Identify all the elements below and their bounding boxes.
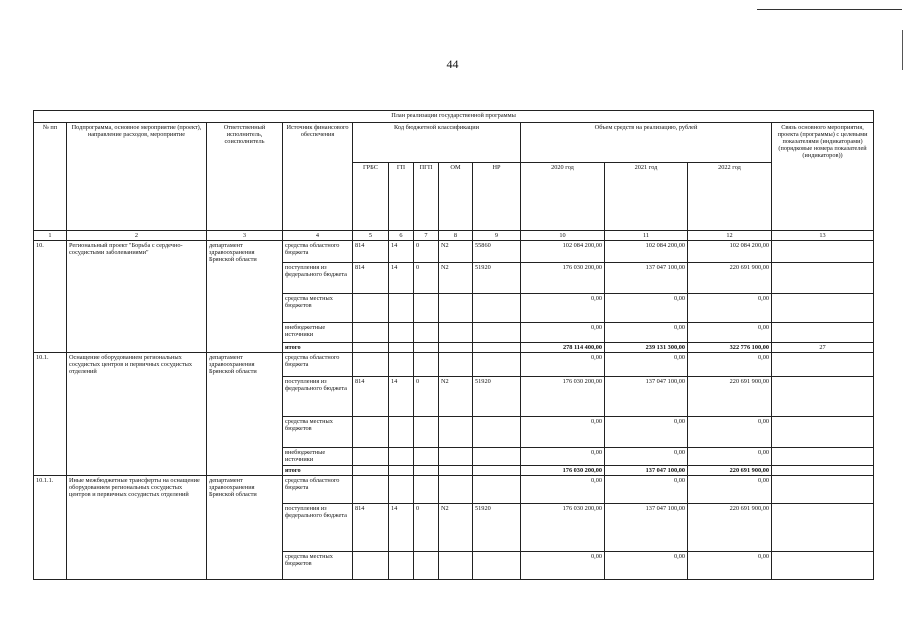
budget-code-np: 51920 xyxy=(473,377,521,417)
funding-source: итого xyxy=(283,343,353,353)
table-row xyxy=(34,476,874,504)
column-number: 9 xyxy=(473,231,521,241)
header-2022: 2022 год xyxy=(688,163,772,231)
budget-code-om xyxy=(439,552,473,580)
amount-y2020: 0,00 xyxy=(521,448,605,466)
budget-code-gp xyxy=(389,353,414,377)
header-source: Источник финансового обеспечения xyxy=(283,123,353,231)
budget-code-gp: 14 xyxy=(389,263,414,294)
amount-y2020: 0,00 xyxy=(521,476,605,504)
amount-y2021: 137 047 100,00 xyxy=(605,263,688,294)
amount-y2022: 0,00 xyxy=(688,294,772,323)
budget-code-pgp xyxy=(414,448,439,466)
budget-code-np xyxy=(473,353,521,377)
indicator-link xyxy=(772,417,874,448)
amount-y2020: 0,00 xyxy=(521,323,605,343)
amount-y2021: 0,00 xyxy=(605,294,688,323)
executor: департамент здравоохранения Брянской области xyxy=(207,353,283,476)
header-budget-code: Код бюджетной классификации xyxy=(353,123,521,163)
column-number: 4 xyxy=(283,231,353,241)
amount-y2021: 0,00 xyxy=(605,353,688,377)
indicator-link xyxy=(772,241,874,263)
page-number: 44 xyxy=(446,57,459,71)
budget-code-pgp xyxy=(414,323,439,343)
column-number: 11 xyxy=(605,231,688,241)
column-number: 8 xyxy=(439,231,473,241)
amount-y2020: 0,00 xyxy=(521,552,605,580)
table-title-row xyxy=(34,111,874,123)
amount-y2020: 278 114 400,00 xyxy=(521,343,605,353)
budget-code-pgp xyxy=(414,294,439,323)
budget-code-gp: 14 xyxy=(389,504,414,552)
amount-y2022: 220 691 900,00 xyxy=(688,466,772,476)
budget-code-pgp: 0 xyxy=(414,377,439,417)
budget-code-np xyxy=(473,476,521,504)
budget-code-np xyxy=(473,448,521,466)
amount-y2021: 102 084 200,00 xyxy=(605,241,688,263)
amount-y2021: 137 047 100,00 xyxy=(605,466,688,476)
budget-code-gp: 14 xyxy=(389,241,414,263)
budget-code-grbs xyxy=(353,476,389,504)
executor: департамент здравоохранения Брянской области xyxy=(207,241,283,353)
funding-source: средства местных бюджетов xyxy=(283,417,353,448)
budget-code-pgp: 0 xyxy=(414,263,439,294)
budget-code-gp xyxy=(389,417,414,448)
amount-y2020: 0,00 xyxy=(521,417,605,448)
funding-source: поступления из федерального бюджета xyxy=(283,263,353,294)
amount-y2021: 0,00 xyxy=(605,552,688,580)
indicator-link xyxy=(772,263,874,294)
header-subprogram: Подпрограмма, основное мероприятие (проект), направление расходов, мероприятие xyxy=(67,123,207,231)
column-number: 1 xyxy=(34,231,67,241)
budget-code-np xyxy=(473,466,521,476)
budget-code-grbs: 814 xyxy=(353,241,389,263)
column-number: 2 xyxy=(67,231,207,241)
header-om: ОМ xyxy=(439,163,473,231)
header-executor: Ответственный исполнитель, соисполнитель xyxy=(207,123,283,231)
budget-code-pgp xyxy=(414,343,439,353)
indicator-link: 27 xyxy=(772,343,874,353)
amount-y2022: 220 691 900,00 xyxy=(688,263,772,294)
row-number: 10.1. xyxy=(34,353,67,476)
amount-y2020: 0,00 xyxy=(521,353,605,377)
indicator-link xyxy=(772,323,874,343)
header-num: № пп xyxy=(34,123,67,231)
budget-code-np: 51920 xyxy=(473,263,521,294)
amount-y2022: 0,00 xyxy=(688,552,772,580)
budget-code-om xyxy=(439,448,473,466)
budget-code-grbs xyxy=(353,323,389,343)
funding-source: итого xyxy=(283,466,353,476)
header-link: Связь основного мероприятия, проекта (программы) с целевыми показателями (индикаторами) (порядковые номера показателей (индикаторов)) xyxy=(772,123,874,231)
column-number: 12 xyxy=(688,231,772,241)
amount-y2021: 239 131 300,00 xyxy=(605,343,688,353)
budget-code-gp xyxy=(389,343,414,353)
header-2020: 2020 год xyxy=(521,163,605,231)
budget-code-grbs xyxy=(353,343,389,353)
budget-code-grbs xyxy=(353,294,389,323)
amount-y2021: 137 047 100,00 xyxy=(605,504,688,552)
indicator-link xyxy=(772,552,874,580)
amount-y2022: 102 084 200,00 xyxy=(688,241,772,263)
amount-y2022: 220 691 900,00 xyxy=(688,504,772,552)
column-number: 10 xyxy=(521,231,605,241)
program-plan-table xyxy=(33,110,874,580)
row-number: 10.1.1. xyxy=(34,476,67,580)
budget-code-om xyxy=(439,323,473,343)
header-row xyxy=(34,123,874,163)
indicator-link xyxy=(772,377,874,417)
table-row xyxy=(34,353,874,377)
amount-y2022: 0,00 xyxy=(688,353,772,377)
amount-y2021: 0,00 xyxy=(605,417,688,448)
amount-y2022: 0,00 xyxy=(688,448,772,466)
budget-code-gp xyxy=(389,552,414,580)
budget-code-pgp xyxy=(414,353,439,377)
budget-code-np: 55860 xyxy=(473,241,521,263)
amount-y2022: 0,00 xyxy=(688,323,772,343)
budget-code-grbs xyxy=(353,448,389,466)
indicator-link xyxy=(772,504,874,552)
column-number: 6 xyxy=(389,231,414,241)
indicator-link xyxy=(772,448,874,466)
budget-code-pgp xyxy=(414,476,439,504)
budget-code-om xyxy=(439,466,473,476)
budget-code-om xyxy=(439,343,473,353)
budget-code-gp: 14 xyxy=(389,377,414,417)
top-rule xyxy=(757,9,902,10)
column-number: 7 xyxy=(414,231,439,241)
funding-source: средства областного бюджета xyxy=(283,241,353,263)
budget-code-pgp xyxy=(414,466,439,476)
amount-y2022: 0,00 xyxy=(688,417,772,448)
budget-code-np xyxy=(473,343,521,353)
header-2021: 2021 год xyxy=(605,163,688,231)
row-number: 10. xyxy=(34,241,67,353)
amount-y2020: 176 030 200,00 xyxy=(521,466,605,476)
header-volume: Объем средств на реализацию, рублей xyxy=(521,123,772,163)
indicator-link xyxy=(772,294,874,323)
column-number: 3 xyxy=(207,231,283,241)
budget-code-np xyxy=(473,294,521,323)
amount-y2021: 137 047 100,00 xyxy=(605,377,688,417)
budget-code-pgp: 0 xyxy=(414,504,439,552)
amount-y2021: 0,00 xyxy=(605,476,688,504)
column-number-row xyxy=(34,231,874,241)
budget-code-gp xyxy=(389,466,414,476)
amount-y2021: 0,00 xyxy=(605,323,688,343)
budget-code-om xyxy=(439,417,473,448)
amount-y2020: 176 030 200,00 xyxy=(521,263,605,294)
executor: департамент здравоохранения Брянской области xyxy=(207,476,283,580)
budget-code-grbs xyxy=(353,353,389,377)
budget-code-np xyxy=(473,417,521,448)
header-grbs: ГРБС xyxy=(353,163,389,231)
budget-code-np xyxy=(473,552,521,580)
amount-y2022: 0,00 xyxy=(688,476,772,504)
amount-y2020: 102 084 200,00 xyxy=(521,241,605,263)
funding-source: средства местных бюджетов xyxy=(283,294,353,323)
budget-code-grbs: 814 xyxy=(353,263,389,294)
funding-source: средства областного бюджета xyxy=(283,353,353,377)
header-pgp: ПГП xyxy=(414,163,439,231)
amount-y2022: 220 691 900,00 xyxy=(688,377,772,417)
budget-code-gp xyxy=(389,448,414,466)
budget-code-grbs xyxy=(353,417,389,448)
indicator-link xyxy=(772,466,874,476)
indicator-link xyxy=(772,353,874,377)
budget-code-grbs: 814 xyxy=(353,377,389,417)
funding-source: поступления из федерального бюджета xyxy=(283,504,353,552)
amount-y2020: 0,00 xyxy=(521,294,605,323)
funding-source: средства местных бюджетов xyxy=(283,552,353,580)
budget-code-om: N2 xyxy=(439,377,473,417)
amount-y2020: 176 030 200,00 xyxy=(521,504,605,552)
activity-name: Региональный проект "Борьба с сердечно-сосудистыми заболеваниями" xyxy=(67,241,207,353)
funding-source: внебюджетные источники xyxy=(283,448,353,466)
budget-code-om xyxy=(439,476,473,504)
table-row xyxy=(34,241,874,263)
column-number: 13 xyxy=(772,231,874,241)
funding-source: внебюджетные источники xyxy=(283,323,353,343)
budget-code-om xyxy=(439,294,473,323)
amount-y2022: 322 776 100,00 xyxy=(688,343,772,353)
column-number: 5 xyxy=(353,231,389,241)
funding-source: поступления из федерального бюджета xyxy=(283,377,353,417)
budget-code-om xyxy=(439,353,473,377)
funding-source: средства областного бюджета xyxy=(283,476,353,504)
header-np: НР xyxy=(473,163,521,231)
budget-code-np xyxy=(473,323,521,343)
amount-y2021: 0,00 xyxy=(605,448,688,466)
budget-code-gp xyxy=(389,323,414,343)
activity-name: Оснащение оборудованием региональных сосудистых центров и первичных сосудистых отделений xyxy=(67,353,207,476)
budget-code-om: N2 xyxy=(439,263,473,294)
budget-code-np: 51920 xyxy=(473,504,521,552)
budget-code-pgp xyxy=(414,552,439,580)
budget-code-om: N2 xyxy=(439,504,473,552)
budget-code-pgp: 0 xyxy=(414,241,439,263)
amount-y2020: 176 030 200,00 xyxy=(521,377,605,417)
activity-name: Иные межбюджетные трансферты на оснащение оборудованием региональных сосудистых центров и первичных сосудистых отделений xyxy=(67,476,207,580)
budget-code-gp xyxy=(389,294,414,323)
indicator-link xyxy=(772,476,874,504)
budget-code-grbs: 814 xyxy=(353,504,389,552)
header-gp: ГП xyxy=(389,163,414,231)
budget-code-grbs xyxy=(353,552,389,580)
budget-code-gp xyxy=(389,476,414,504)
budget-code-grbs xyxy=(353,466,389,476)
budget-code-pgp xyxy=(414,417,439,448)
budget-code-om: N2 xyxy=(439,241,473,263)
table-title: План реализации государственной программы xyxy=(34,111,874,123)
